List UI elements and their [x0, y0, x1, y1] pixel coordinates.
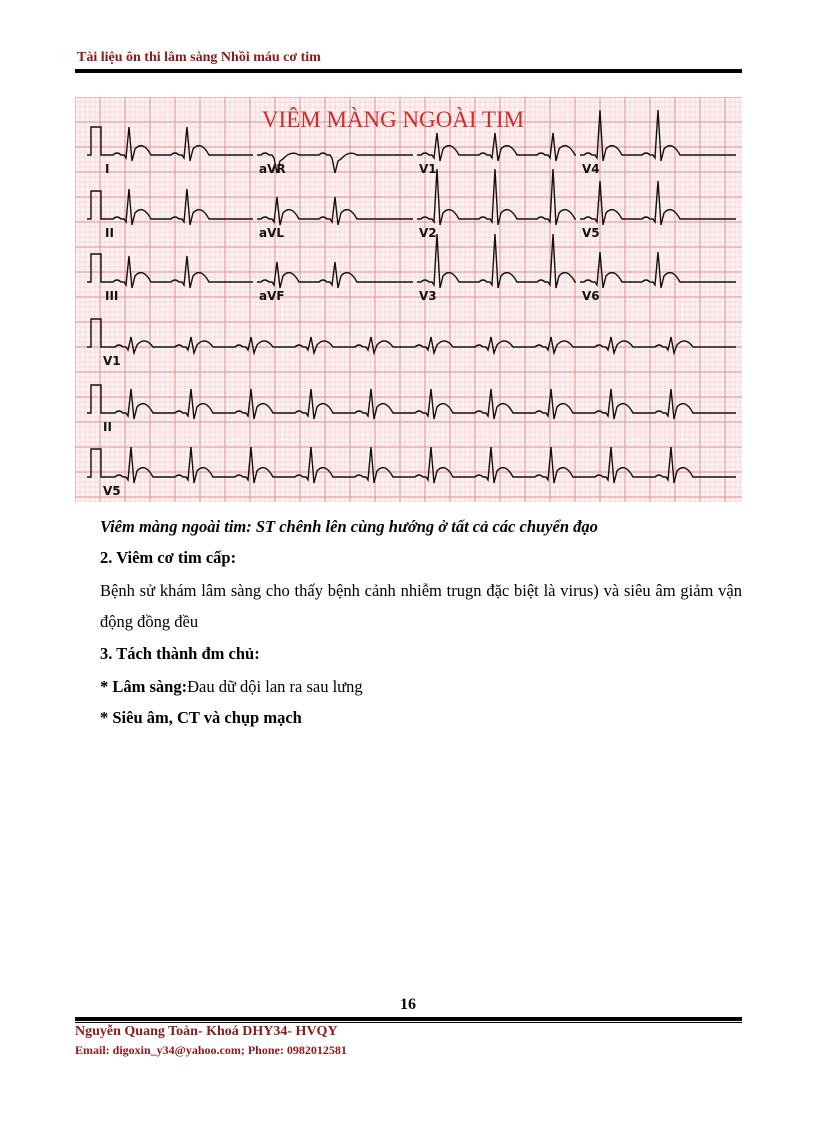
footer-rule-thin — [75, 1022, 742, 1023]
ecg-label-v4: V4 — [582, 162, 600, 176]
footer-author: Nguyễn Quang Toàn- Khoá DHY34- HVQY — [75, 1024, 338, 1039]
ecg-label-avl: aVL — [259, 226, 285, 240]
ecg-label-v6: V6 — [582, 289, 600, 303]
page-number: 16 — [400, 996, 416, 1013]
ecg-label-avr: aVR — [259, 162, 286, 176]
ecg-figure — [75, 97, 742, 502]
ecg-rhythm-label-ii: II — [103, 420, 112, 434]
ecg-label-v1: V1 — [419, 162, 437, 176]
bullet-clinical-label: * Lâm sàng: — [100, 677, 188, 696]
header-rule — [75, 69, 742, 73]
ecg-label-ii: II — [105, 226, 114, 240]
footer-rule-thick — [75, 1017, 742, 1021]
ecg-label-avf: aVF — [259, 289, 285, 303]
ecg-label-v3: V3 — [419, 289, 437, 303]
footer-contact: Email: digoxin_y34@yahoo.com; Phone: 0982012581 — [75, 1043, 347, 1057]
ecg-label-v5: V5 — [582, 226, 600, 240]
bullet-clinical — [100, 677, 363, 697]
ecg-label-i: I — [105, 162, 110, 176]
ecg-rhythm-label-v5: V5 — [103, 484, 121, 498]
ecg-label-v2: V2 — [419, 226, 437, 240]
document-header-title: Tài liệu ôn thi lâm sàng Nhồi máu cơ tim — [77, 50, 321, 65]
ecg-rhythm-label-v1: V1 — [103, 354, 121, 368]
section-heading-acute-myocarditis: 2. Viêm cơ tim cấp: — [100, 548, 237, 567]
bullet-imaging-label: * Siêu âm, CT và chụp mạch — [100, 708, 302, 727]
bullet-clinical-text: Đau dữ dội lan ra sau lưng — [187, 677, 363, 696]
ecg-label-iii: III — [105, 289, 119, 303]
section-heading-aortic-dissection: 3. Tách thành đm chủ: — [100, 644, 260, 663]
bullet-imaging — [100, 708, 302, 728]
figure-caption: Viêm màng ngoài tim: ST chênh lên cùng hướng ở tất cả các chuyển đạo — [100, 517, 598, 536]
ecg-title: VIÊM MÀNG NGOÀI TIM — [261, 107, 525, 132]
myocarditis-paragraph: Bệnh sử khám lâm sàng cho thấy bệnh cảnh nhiễm trugn đặc biệt là virus) và siêu âm giảm vận động đồng đều — [100, 581, 742, 631]
